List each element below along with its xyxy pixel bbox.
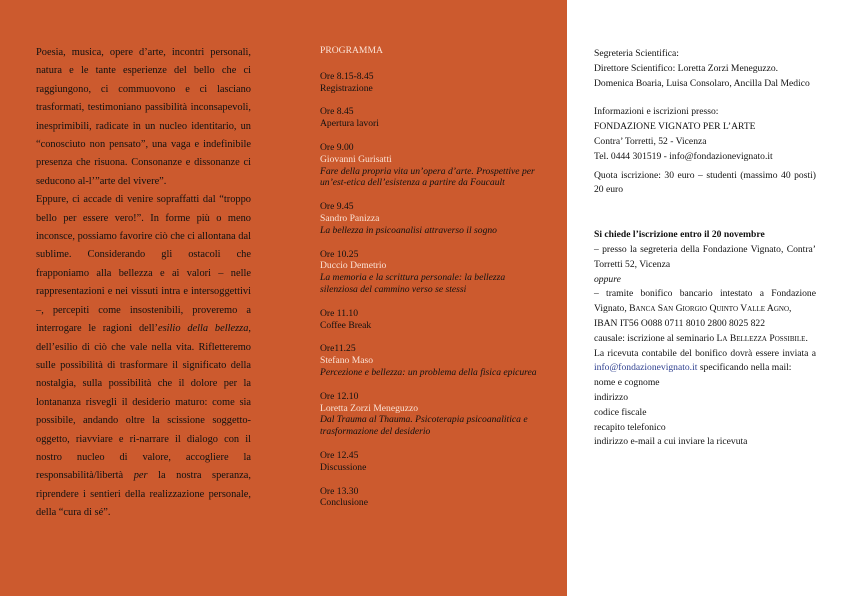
bonifico-text: – tramite bonifico bancario intestato a Fondazione Vignato, bbox=[594, 288, 816, 315]
programma-item bbox=[320, 308, 540, 332]
programma-time: Ore 8.45 bbox=[320, 106, 354, 118]
bonifico bbox=[594, 287, 816, 317]
programma-item bbox=[320, 486, 540, 510]
programma-time: Ore 13.30 bbox=[320, 485, 359, 497]
seminario-name: La Bellezza Possibile bbox=[716, 332, 806, 344]
segreteria-label: Segreteria Scientifica: bbox=[594, 48, 679, 59]
intro-paragraph-2 bbox=[36, 191, 251, 522]
banca-punct: , bbox=[789, 303, 792, 315]
programma-desc: Coffee Break bbox=[320, 319, 372, 331]
programma-talk: Dal Trauma al Thauma. Psicoterapia psicoanalitica e trasformazione del desiderio bbox=[320, 414, 528, 438]
programma-time: Ore 8.15-8.45 bbox=[320, 70, 374, 82]
oppure: oppure bbox=[594, 273, 621, 285]
info-label: Informazioni e iscrizioni presso: bbox=[594, 106, 719, 118]
ricevuta-istruzioni bbox=[594, 347, 816, 377]
intro-text-a: Eppure, ci accade di venire sopraffatti dal “troppo bello per essere vero!”. In forme più o meno inconsce, possiamo favorire ciò che ci allontana dal sublime. Considerando gli ostacoli che frapponiamo alla bellezza e ai valori – nelle rappresentazioni e nei vissuti intra e intersoggettivi –, percepiti come insostenibili, proveremo a interrogare le ragioni dell’ bbox=[36, 194, 251, 335]
ricevuta-text-a: La ricevuta contabile del bonifico dovrà essere inviata a bbox=[594, 347, 816, 359]
programma-item bbox=[320, 142, 540, 189]
programma-talk: La bellezza in psicoanalisi attraverso il sogno bbox=[320, 224, 497, 236]
programma-time: Ore11.25 bbox=[320, 343, 356, 355]
direttore: Direttore Scientifico: Loretta Zorzi Meneguzzo. bbox=[594, 62, 779, 74]
programma-item bbox=[320, 106, 540, 130]
programma-time: Ore 11.10 bbox=[320, 307, 359, 319]
programma-talk: La memoria e la scrittura personale: la bellezza silenziosa del cammino verso se stessi bbox=[320, 272, 506, 295]
quota-iscrizione: Quota iscrizione: 30 euro – studenti (massimo 40 posti) 20 euro bbox=[594, 169, 816, 196]
fondazione-name: FONDAZIONE VIGNATO PER L’ARTE bbox=[594, 121, 756, 133]
causale bbox=[594, 332, 816, 347]
programma-desc: Apertura lavori bbox=[320, 118, 379, 130]
campo-item: codice fiscale bbox=[594, 406, 647, 418]
intro-italic-per: per bbox=[133, 470, 148, 482]
programma-desc: Discussione bbox=[320, 461, 367, 473]
programma-column bbox=[320, 45, 540, 521]
programma-item bbox=[320, 71, 540, 95]
seminario-punct: . bbox=[805, 332, 808, 344]
programma-title: PROGRAMMA bbox=[320, 45, 383, 56]
programma-talk: Percezione e bellezza: un problema della fisica epicurea bbox=[320, 366, 537, 378]
programma-speaker: Sandro Panizza bbox=[320, 212, 380, 224]
programma-talk: Fare della propria vita un’opera d’arte. Prospettive per un’est-etica dell’esistenza a partire da Foucault bbox=[320, 165, 535, 189]
iscrizione-presso: – presso la segreteria della Fondazione Vignato, Contra’ Torretti 52, Vicenza bbox=[594, 243, 816, 270]
intro-column bbox=[36, 44, 251, 523]
programma-time: Ore 10.25 bbox=[320, 248, 359, 260]
iban: IBAN IT56 O088 0711 8010 2800 8025 822 bbox=[594, 317, 765, 329]
campo-item: nome e cognome bbox=[594, 377, 660, 389]
info-column bbox=[594, 47, 816, 450]
causale-text: causale: iscrizione al seminario bbox=[594, 332, 717, 344]
programma-speaker: Loretta Zorzi Meneguzzo bbox=[320, 402, 419, 414]
programma-item bbox=[320, 391, 540, 438]
email-link[interactable]: info@fondazionevignato.it bbox=[594, 362, 698, 374]
programma-time: Ore 9.45 bbox=[320, 201, 354, 213]
programma-time: Ore 12.45 bbox=[320, 449, 359, 461]
programma-speaker: Duccio Demetrio bbox=[320, 260, 387, 272]
campo-item: recapito telefonico bbox=[594, 421, 666, 433]
intro-text-c: la nostra speranza, riprendere i sentieri della realizzazione personale, della “cura di sé”. bbox=[36, 470, 251, 519]
campo-item: indirizzo e-mail a cui inviare la ricevuta bbox=[594, 436, 748, 448]
fondazione-address: Contra’ Torretti, 52 - Vicenza bbox=[594, 135, 707, 147]
intro-paragraph-1: Poesia, musica, opere d’arte, incontri personali, natura e le tante esperienze del bello che ci raggiungono, ci commuovono e ci lasciano trasformati, testimoniano passibilità inconsapevoli, inesprimibili, radicate in un nucleo identitario, un “conosciuto non pensato”, una vaga e indefinibile presenza che risuona. Consonanze e dissonanze ci seducono al-l’”arte del vivere”. bbox=[36, 47, 251, 187]
programma-item bbox=[320, 343, 540, 378]
programma-desc: Registrazione bbox=[320, 82, 373, 94]
programma-time: Ore 12.10 bbox=[320, 390, 359, 402]
programma-item bbox=[320, 450, 540, 474]
intro-text-b: , dell’esilio di ciò che vale nella vita. Rifletteremo sulle possibilità di trasformare il significato della nostalgia, sulla possibilità che il dolore per la lontananza risvegli il desiderio maturo: come sia possibile, andando oltre la scissione soggetto-oggetto, riavviare e ri-narrare il dialogo con il nostro nucleo di valore, accogliere la responsabilità/libertà bbox=[36, 323, 251, 482]
programma-item bbox=[320, 201, 540, 236]
programma-item bbox=[320, 249, 540, 296]
segreteria-members: Domenica Boaria, Luisa Consolaro, Ancilla Dal Medico bbox=[594, 77, 810, 89]
programma-time: Ore 9.00 bbox=[320, 141, 354, 153]
banca-name: Banca San Giorgio Quinto Valle Agno bbox=[629, 303, 790, 315]
ricevuta-text-b: specificando nella mail: bbox=[697, 362, 792, 374]
intro-italic-esilio: esilio della bellezza bbox=[158, 323, 249, 335]
scadenza-iscrizione: Si chiede l’iscrizione entro il 20 novembre bbox=[594, 229, 765, 241]
campi-list bbox=[594, 376, 816, 450]
programma-speaker: Giovanni Gurisatti bbox=[320, 153, 392, 165]
campo-item: indirizzo bbox=[594, 391, 629, 403]
programma-speaker: Stefano Maso bbox=[320, 355, 374, 367]
programma-list bbox=[320, 71, 540, 509]
fondazione-contacts: Tel. 0444 301519 - info@fondazionevignato.it bbox=[594, 150, 773, 162]
programma-desc: Conclusione bbox=[320, 497, 368, 509]
